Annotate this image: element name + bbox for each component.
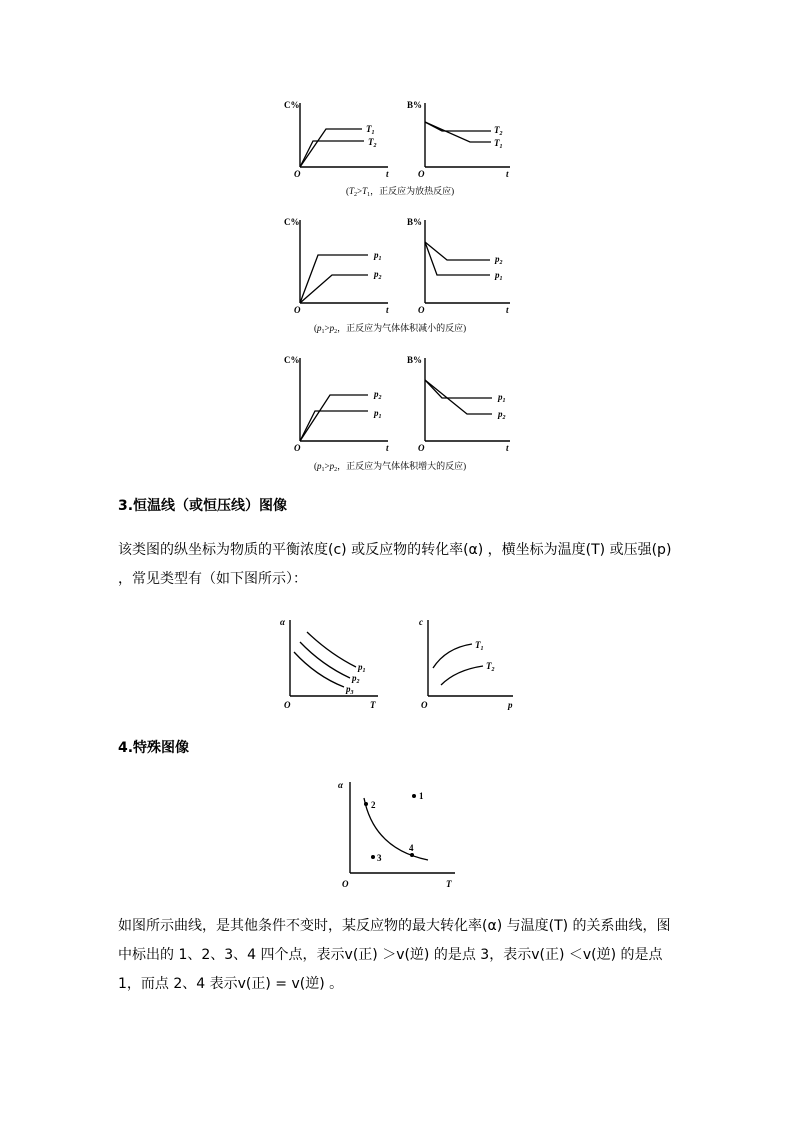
caption-row2: ($p_1>p_2$，正反应为气体体积减小的反应) — [314, 323, 467, 335]
y-axis-label: α — [280, 617, 285, 627]
svg-text:p1: $p_1$ — [498, 392, 506, 404]
curve-p2 — [425, 242, 490, 260]
chart-b-vs-t-pressure — [407, 217, 510, 315]
caption-row3: ($p_1>p_2$，正反应为气体体积增大的反应) — [314, 461, 467, 473]
y-axis-label: c — [419, 617, 423, 627]
x-axis-label: t — [386, 169, 389, 179]
curve-p1 — [425, 380, 492, 398]
y-axis-label: C% — [284, 217, 300, 227]
origin-label: O — [294, 443, 301, 453]
origin-label: O — [294, 169, 301, 179]
y-axis-label: B% — [407, 355, 423, 365]
chart-alpha-vs-T — [280, 617, 378, 710]
x-axis-label: t — [506, 443, 509, 453]
svg-text:T1: $T_1$ — [475, 640, 484, 652]
figure-isotherm — [270, 610, 530, 715]
curve-t1 — [425, 122, 491, 142]
curve-p1 — [300, 255, 368, 303]
x-axis-label: t — [386, 443, 389, 453]
point-3-label: 3 — [377, 853, 382, 863]
origin-label: O — [421, 700, 428, 710]
point-3 — [371, 855, 375, 859]
figure-row2 — [270, 212, 530, 340]
curve-T1 — [433, 644, 472, 668]
y-axis-label: α — [338, 780, 343, 790]
point-2-label: 2 — [371, 800, 376, 810]
section4-paragraph: 如图所示曲线，是其他条件不变时，某反应物的最大转化率(α) 与温度(T) 的关系曲线，图中标出的 1、2、3、4 四个点，表示v(正) ＞v(逆) 的是点 3，表示v(正) ＜v(逆) 的是点 1，而点 2、4 表示v(正) = v(逆) 。 — [118, 918, 671, 992]
figure-row3 — [270, 350, 530, 478]
curve-T2 — [441, 666, 483, 685]
svg-text:T1: $T_1$ — [366, 124, 375, 136]
section3-heading: 3.恒温线（或恒压线）图像 — [118, 498, 288, 514]
origin-label: O — [418, 169, 425, 179]
origin-label: O — [342, 879, 349, 889]
origin-label: O — [418, 305, 425, 315]
chart-c-vs-t-temperature — [284, 100, 389, 179]
svg-text:p3: $p_3$ — [346, 684, 354, 696]
svg-text:p1: $p_1$ — [358, 662, 366, 674]
origin-label: O — [284, 700, 291, 710]
curve-p2 — [425, 380, 492, 414]
curve-p3 — [294, 652, 344, 687]
svg-text:p2: $p_2$ — [498, 409, 506, 421]
chart-c-vs-t-pressure-increase — [284, 355, 389, 453]
chart-alpha-vs-T-special — [338, 780, 455, 889]
x-axis-label: p — [508, 700, 513, 710]
chart-b-vs-t-temperature — [407, 100, 510, 179]
origin-label: O — [418, 443, 425, 453]
point-2 — [364, 802, 368, 806]
figure-special — [330, 772, 465, 894]
svg-text:p1: $p_1$ — [374, 250, 382, 262]
chart-b-vs-t-pressure-increase — [407, 355, 510, 453]
y-axis-label: C% — [284, 100, 300, 110]
svg-text:p1: $p_1$ — [495, 270, 503, 282]
svg-text:p2: $p_2$ — [352, 673, 360, 685]
section4-heading: 4.特殊图像 — [118, 740, 190, 756]
x-axis-label: t — [506, 169, 509, 179]
svg-text:T2: $T_2$ — [486, 661, 495, 673]
curve-p1 — [425, 242, 490, 275]
chart-c-vs-p — [419, 617, 513, 710]
figure-row1 — [270, 95, 530, 200]
origin-label: O — [294, 305, 301, 315]
point-4 — [410, 853, 414, 857]
chart-c-vs-t-pressure — [284, 217, 389, 315]
svg-text:p2: $p_2$ — [495, 254, 503, 266]
curve-p2 — [300, 395, 368, 441]
svg-text:T2: $T_2$ — [494, 125, 503, 137]
x-axis-label: T — [370, 700, 376, 710]
y-axis-label: B% — [407, 100, 423, 110]
curve-p1 — [307, 632, 356, 667]
curve-p2 — [300, 275, 368, 303]
svg-text:p1: $p_1$ — [374, 408, 382, 420]
svg-text:p2: $p_2$ — [374, 269, 382, 281]
x-axis-label: t — [506, 305, 509, 315]
svg-text:T2: $T_2$ — [368, 137, 377, 149]
svg-text:T1: $T_1$ — [494, 138, 503, 150]
y-axis-label: B% — [407, 217, 423, 227]
section3-paragraph: 该类图的纵坐标为物质的平衡浓度(c) 或反应物的转化率(α) ，横坐标为温度(T) 或压强(p) ，常见类型有（如下图所示）： — [118, 542, 672, 587]
point-4-label: 4 — [409, 843, 414, 853]
x-axis-label: t — [386, 305, 389, 315]
point-1 — [412, 794, 416, 798]
y-axis-label: C% — [284, 355, 300, 365]
point-1-label: 1 — [419, 791, 424, 801]
svg-text:p2: $p_2$ — [374, 389, 382, 401]
x-axis-label: T — [446, 879, 452, 889]
caption-row1: ($T_2>T_1$，正反应为放热反应) — [346, 186, 455, 198]
